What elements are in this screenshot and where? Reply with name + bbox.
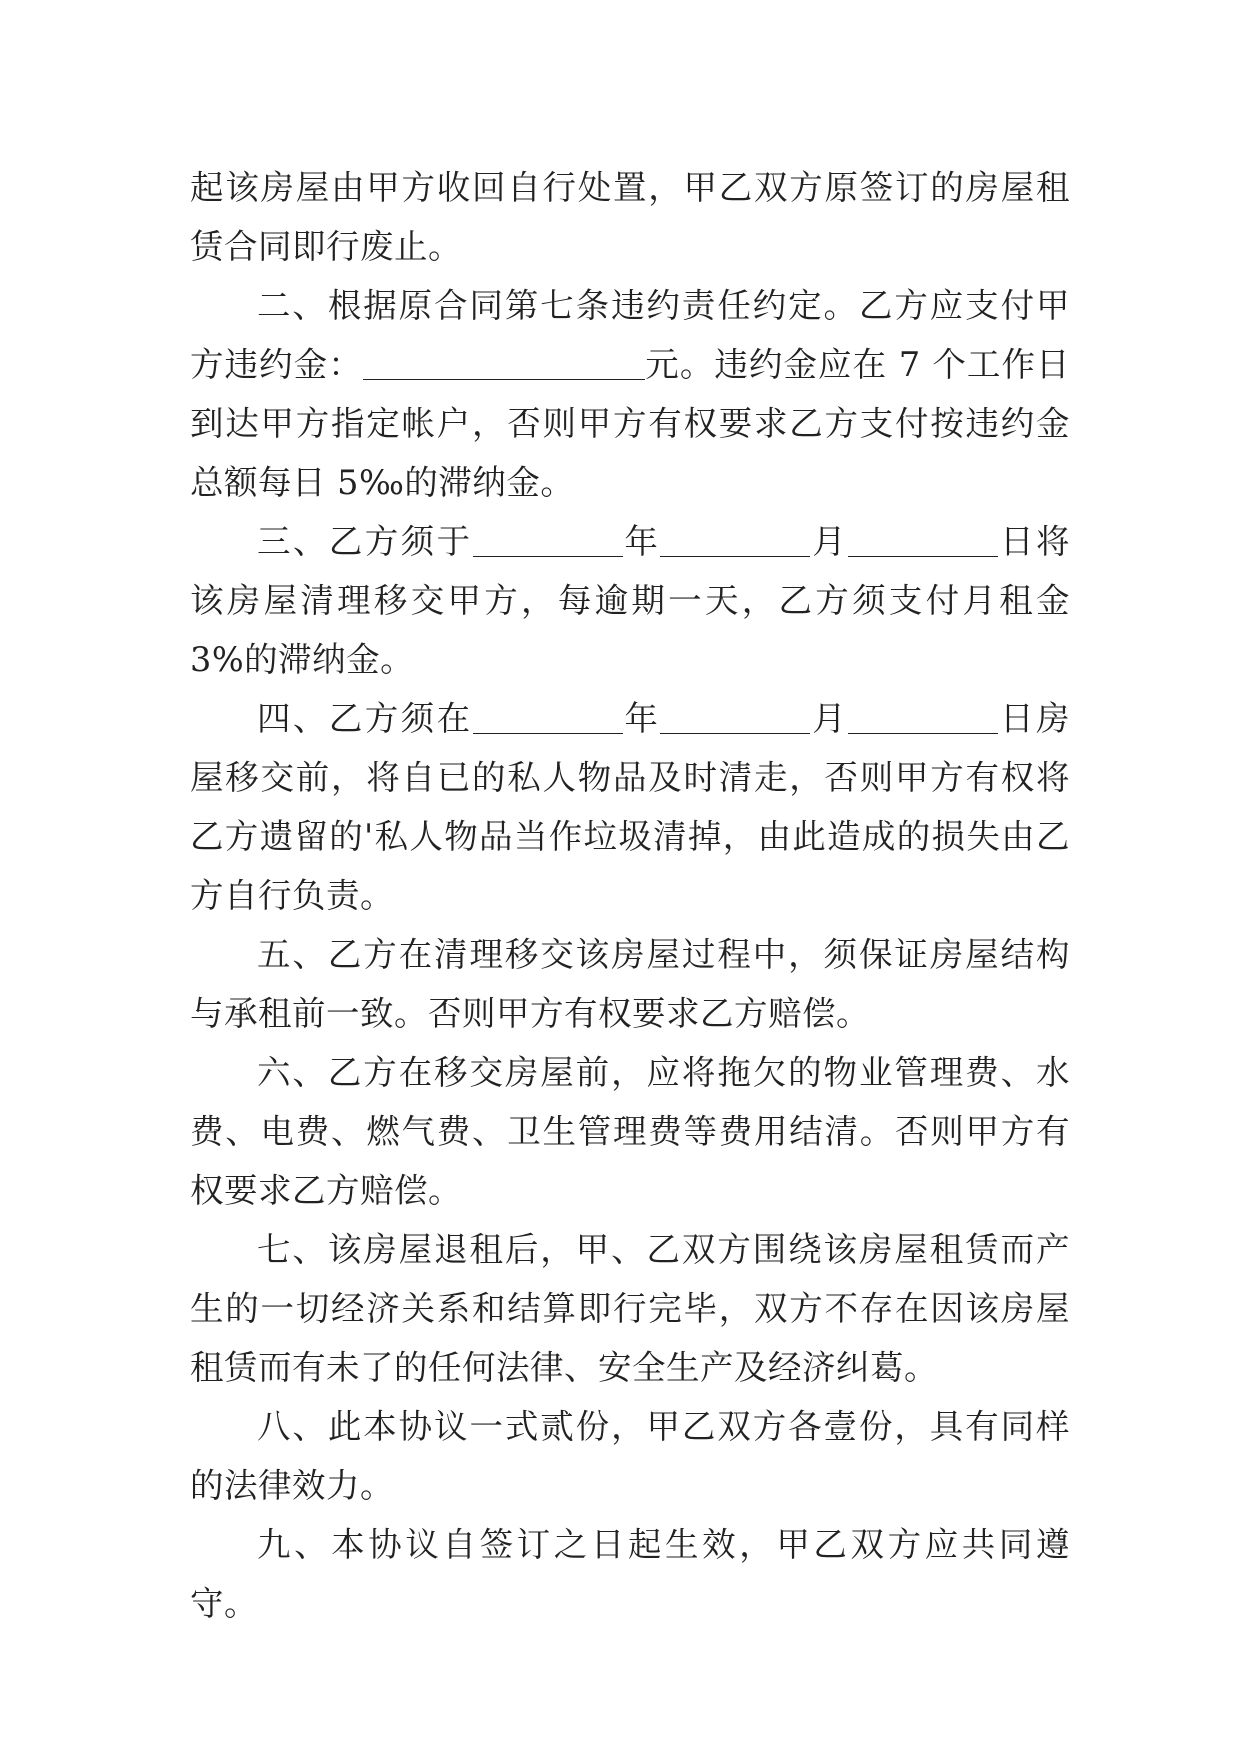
paragraph-clause-6: 六、乙方在移交房屋前，应将拖欠的物业管理费、水费、电费、燃气费、卫生管理费等费用结清。否则甲方有权要求乙方赔偿。 — [190, 1053, 1070, 1210]
paragraph-clause-3 — [190, 512, 1070, 689]
penalty-amount-blank[interactable] — [363, 345, 645, 380]
clause-4-text-start: 四、乙方须在 — [257, 699, 473, 738]
paragraph-clause-8: 八、此本协议一式贰份，甲乙双方各壹份，具有同样的法律效力。 — [190, 1407, 1070, 1505]
paragraph-continuation: 起该房屋由甲方收回自行处置，甲乙双方原签订的房屋租赁合同即行废止。 — [190, 168, 1070, 266]
paragraph-clause-5: 五、乙方在清理移交该房屋过程中，须保证房屋结构与承租前一致。否则甲方有权要求乙方赔偿。 — [190, 935, 1070, 1033]
clause-3-text-end: 日将该房屋清理移交甲方，每逾期一天，乙方须支付月租金 3%的滞纳金。 — [190, 522, 1071, 679]
clause-4-year-label: 年 — [622, 699, 661, 738]
clause-4-text-end: 日房屋移交前，将自已的私人物品及时清走，否则甲方有权将乙方遗留的'私人物品当作垃圾清掉，由此造成的损失由乙方自行负责。 — [190, 699, 1071, 915]
clause-3-year-blank[interactable] — [473, 522, 623, 557]
clause-4-month-blank[interactable] — [660, 699, 810, 734]
paragraph-clause-4 — [190, 689, 1070, 925]
clause-3-text-start: 三、乙方须于 — [257, 522, 473, 561]
clause-3-month-blank[interactable] — [660, 522, 810, 557]
paragraph-clause-7: 七、该房屋退租后，甲、乙双方围绕该房屋租赁而产生的一切经济关系和结算即行完毕，双方不存在因该房屋租赁而有未了的任何法律、安全生产及经济纠葛。 — [190, 1230, 1070, 1387]
clause-4-year-blank[interactable] — [473, 699, 623, 734]
clause-2-text-start: 二、根据原合同第七条违约责任约定。乙方应支付甲方违约金： — [190, 286, 1070, 384]
paragraph-clause-9: 九、本协议自签订之日起生效，甲乙双方应共同遵守。 — [190, 1525, 1070, 1623]
clause-3-year-label: 年 — [622, 522, 661, 561]
paragraph-clause-2 — [190, 276, 1070, 512]
clause-4-month-label: 月 — [810, 699, 849, 738]
clause-3-month-label: 月 — [810, 522, 849, 561]
document-body — [190, 158, 1070, 1633]
clause-2-text-end: 元。违约金应在 7 个工作日到达甲方指定帐户，否则甲方有权要求乙方支付按违约金总额每日 5‰的滞纳金。 — [190, 345, 1070, 502]
clause-4-day-blank[interactable] — [848, 699, 998, 734]
clause-3-day-blank[interactable] — [848, 522, 998, 557]
